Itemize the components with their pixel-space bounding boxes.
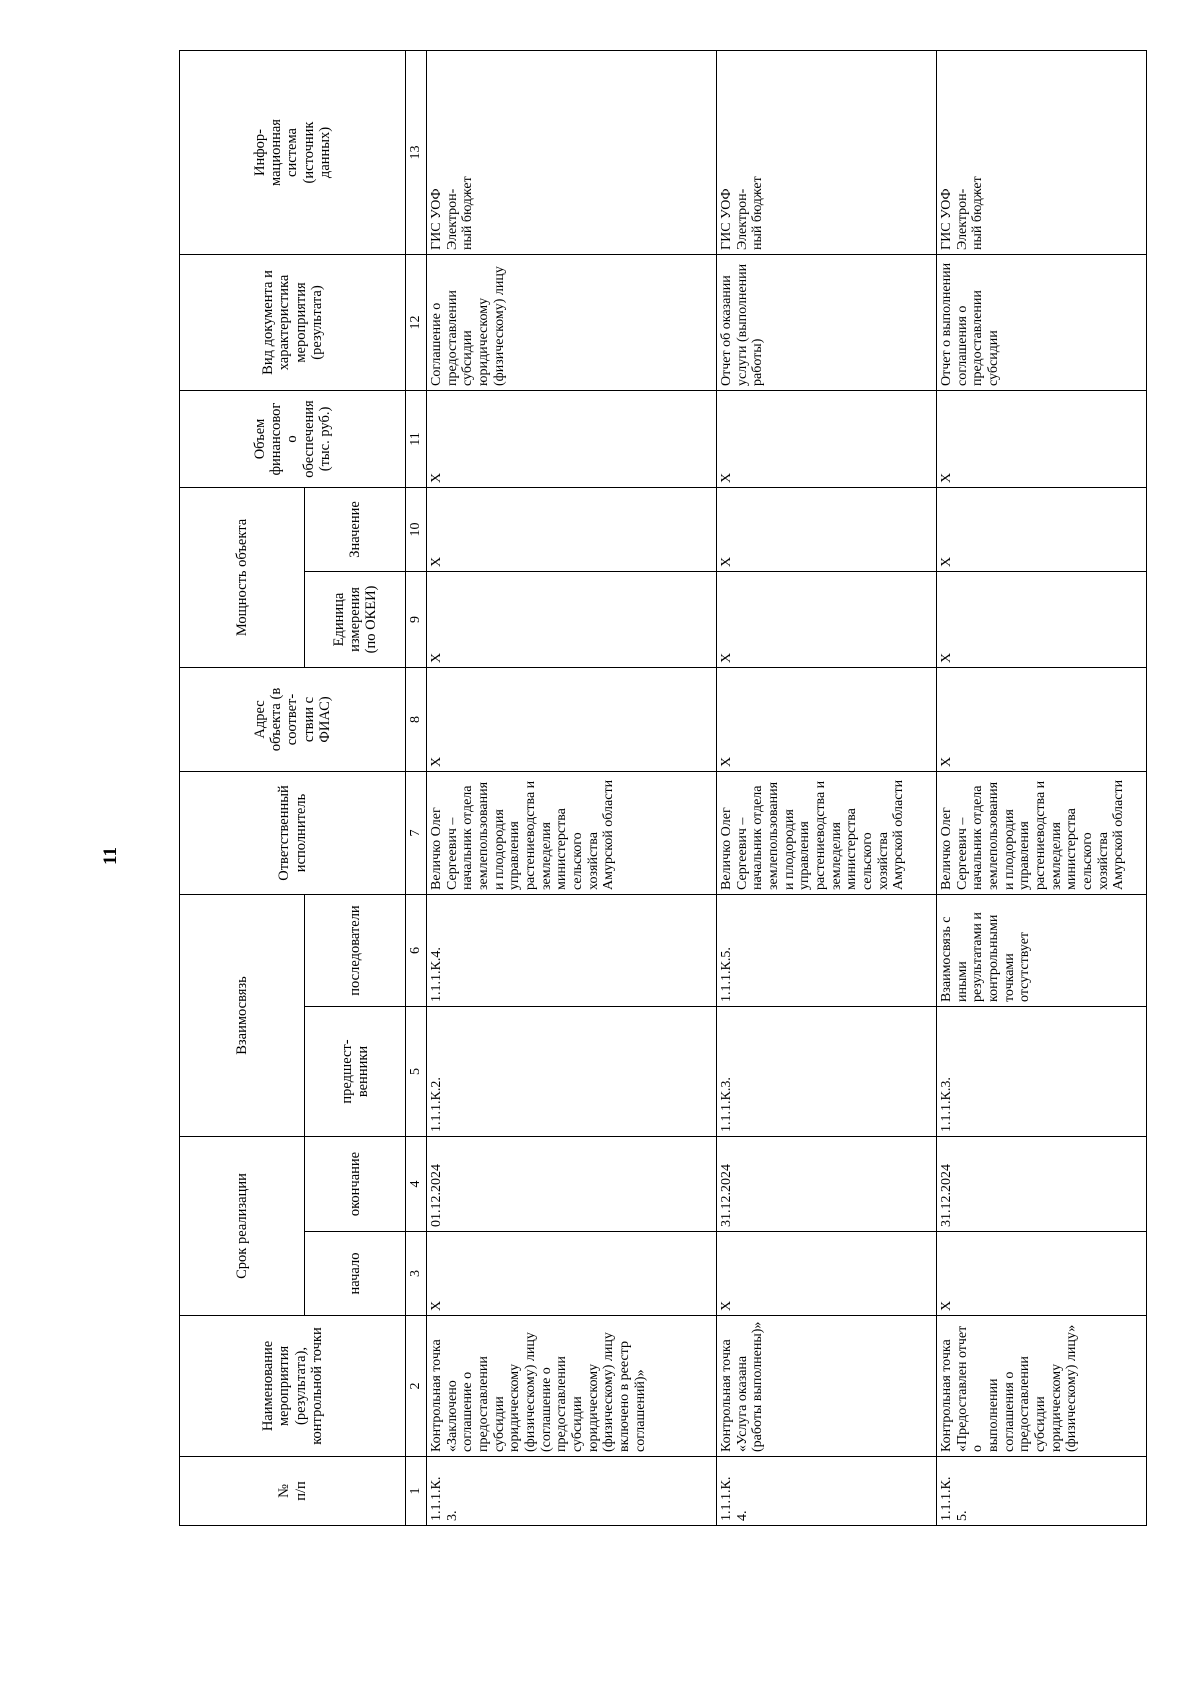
row-finance: Х [717,390,937,487]
header-term: Срок реализации [180,1137,305,1316]
header-term-end: окончание [305,1137,406,1232]
column-number: 12 [406,254,427,390]
header-name: Наименование мероприятия (результата), контрольной точки [180,1316,406,1457]
header-link-next: последователи [305,894,406,1006]
row-doc: Отчет об оказании услуги (выполнении работы) [717,254,937,390]
row-name: Контрольная точка «Предоставлен отчет о выполнении соглашения о предоставлении субсидии юридическому (физическому) лицу» [937,1316,1147,1457]
page-number: 11 [100,847,121,865]
row-end: 01.12.2024 [427,1137,717,1232]
row-next: 1.1.1.К.5. [717,894,937,1006]
header-executor: Ответственный исполнитель [180,771,406,894]
row-pred: 1.1.1.К.2. [427,1007,717,1137]
column-number: 9 [406,571,427,667]
column-number: 13 [406,50,427,254]
row-num: 1.1.1.К. 5. [937,1457,1147,1526]
row-pred: 1.1.1.К.3. [937,1007,1147,1137]
header-capacity-unit: Единица измерения (по ОКЕИ) [305,571,406,667]
column-number: 10 [406,487,427,571]
row-doc: Соглашение о предоставлении субсидии юридическому (физическому) лицу [427,254,717,390]
row-executor: Величко Олег Сергеевич – начальник отдела землепользования и плодородия управления растениеводства и земледелия министерства сельского хозяйства Амурской области [717,771,937,894]
header-address: Адрес объекта (в соответ- ствии с ФИАС) [180,667,406,771]
header-link-pred: предшест- венники [305,1007,406,1137]
row-pred: 1.1.1.К.3. [717,1007,937,1137]
header-doc: Вид документа и характеристика мероприятия (результата) [180,254,406,390]
header-num: № п/п [180,1457,406,1526]
row-unit: Х [427,571,717,667]
header-link: Взаимосвязь [180,894,305,1136]
column-number: 3 [406,1232,427,1316]
header-capacity-value: Значение [305,487,406,571]
row-start: Х [717,1232,937,1316]
row-unit: Х [937,571,1147,667]
column-number: 5 [406,1007,427,1137]
column-number: 4 [406,1137,427,1232]
row-value: Х [717,487,937,571]
plan-table [179,50,1147,1526]
row-address: Х [937,667,1147,771]
header-capacity: Мощность объекта [180,487,305,667]
row-start: Х [427,1232,717,1316]
header-term-start: начало [305,1232,406,1316]
row-value: Х [427,487,717,571]
column-number: 8 [406,667,427,771]
row-end: 31.12.2024 [937,1137,1147,1232]
column-number: 1 [406,1457,427,1526]
row-info: ГИС УОФ Электрон- ный бюджет [937,50,1147,254]
row-name: Контрольная точка «Услуга оказана (работы выполнены)» [717,1316,937,1457]
row-address: Х [427,667,717,771]
row-next: Взаимосвязь с иными результатами и контрольными точками отсутствует [937,894,1147,1006]
table-row [427,50,717,1525]
row-next: 1.1.1.К.4. [427,894,717,1006]
row-executor: Величко Олег Сергеевич – начальник отдела землепользования и плодородия управления растениеводства и земледелия министерства сельского хозяйства Амурской области [427,771,717,894]
column-numbers-row [406,50,427,1525]
row-num: 1.1.1.К. 4. [717,1457,937,1526]
column-number: 6 [406,894,427,1006]
row-unit: Х [717,571,937,667]
row-finance: Х [937,390,1147,487]
row-info: ГИС УОФ Электрон- ный бюджет [717,50,937,254]
row-start: Х [937,1232,1147,1316]
row-num: 1.1.1.К. 3. [427,1457,717,1526]
row-executor: Величко Олег Сергеевич – начальник отдела землепользования и плодородия управления растениеводства и земледелия министерства сельского хозяйства Амурской области [937,771,1147,894]
header-row-1 [180,50,305,1525]
column-number: 11 [406,390,427,487]
row-info: ГИС УОФ Электрон- ный бюджет [427,50,717,254]
column-number: 7 [406,771,427,894]
row-end: 31.12.2024 [717,1137,937,1232]
row-doc: Отчет о выполнении соглашения о предоставлении субсидии [937,254,1147,390]
header-finance: Объем финансовог о обеспечения (тыс. руб.) [180,390,406,487]
table-row [937,50,1147,1525]
plan-table-container [179,51,1127,1526]
row-value: Х [937,487,1147,571]
table-row [717,50,937,1525]
row-name: Контрольная точка «Заключено соглашение о предоставлении субсидии юридическому (физическому) лицу (соглашение о предоставлении субсидии юридическому (физическому) лицу включено в реестр соглашений)» [427,1316,717,1457]
row-address: Х [717,667,937,771]
plan-table-rotated [179,51,1127,1526]
row-finance: Х [427,390,717,487]
header-info: Инфор- мационная система (источник данных) [180,50,406,254]
column-number: 2 [406,1316,427,1457]
